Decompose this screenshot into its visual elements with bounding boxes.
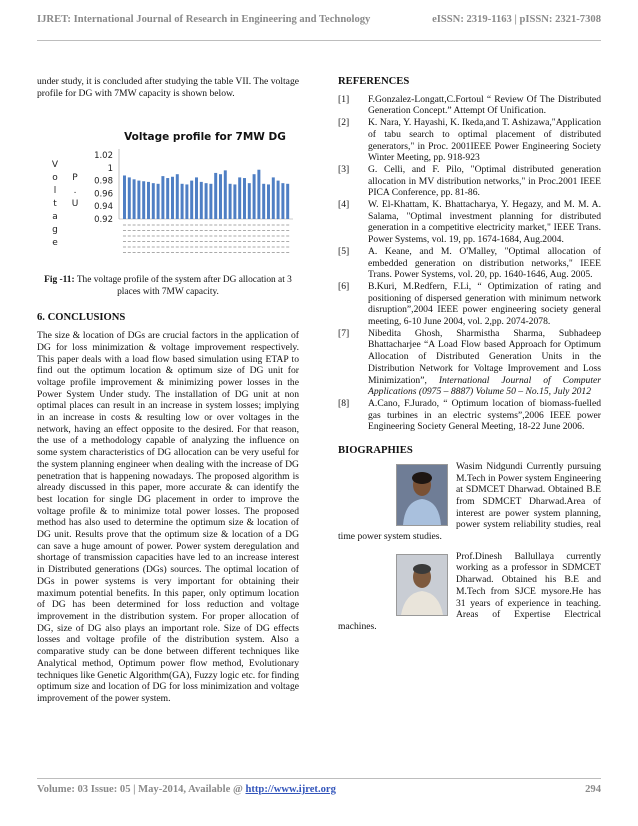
reference-journal: International Journal of Computer Applications (0975 – 8887) Volume 50 – No.15, July 2012 — [368, 374, 601, 398]
chart-bar — [157, 184, 160, 219]
y-tick-label: 0.96 — [94, 189, 113, 200]
author-photo-2 — [396, 554, 448, 616]
intro-paragraph: under study, it is concluded after studying the table VII. The voltage profile for DG with 7MW capacity is shown below. — [37, 76, 299, 99]
author-photo-1 — [396, 464, 448, 526]
reference-item — [338, 281, 601, 328]
reference-item — [338, 398, 601, 433]
y-tick-label: 1 — [107, 164, 113, 175]
chart-bar — [205, 184, 208, 220]
chart-bar — [257, 170, 260, 219]
y-axis-label-char: . — [73, 186, 77, 197]
chart-title: Voltage profile for 7MW DG — [124, 131, 286, 144]
reference-number: [7] — [338, 327, 350, 339]
reference-number: [3] — [338, 163, 350, 175]
reference-number: [1] — [338, 93, 350, 105]
header-divider — [37, 40, 601, 41]
conclusions-heading: 6. CONCLUSIONS — [37, 312, 126, 324]
y-axis-label-char: o — [52, 173, 58, 184]
reference-item — [338, 328, 601, 398]
chart-bar — [200, 182, 203, 219]
reference-text: A. Keane, and M. O'Malley, "Optimal allocation of embedded generation on distribution networks," IEEE Trans. Power Systems, vol. 20, pp. 1640-1646, Aug. 2005. — [368, 245, 601, 281]
chart-bar — [229, 184, 232, 219]
reference-number: [5] — [338, 245, 350, 257]
journal-link[interactable]: http://www.ijret.org — [245, 784, 336, 795]
chart-bar — [181, 184, 184, 219]
reference-item — [338, 94, 601, 117]
y-axis-label-char: g — [52, 225, 58, 236]
chart-bar — [171, 177, 174, 219]
chart-bar — [142, 182, 145, 220]
chart-bar — [233, 185, 236, 220]
figure-caption-text: The voltage profile of the system after DG allocation at 3 places with 7MW capacity. — [76, 275, 292, 297]
reference-text: K. Nara, Y. Hayashi, K. Ikeda,and T. Ashizawa,"Application of tabu search to optimal placement of distributed generators," in Proc. 2001IEEE Power Engineering Society Winter Meeting, pp. 918-923 — [368, 117, 601, 164]
chart-bar — [272, 178, 275, 220]
reference-item — [338, 199, 601, 246]
y-tick-label: 0.94 — [94, 202, 113, 213]
figure-caption-label: Fig -11: — [44, 275, 75, 286]
y-tick-label: 0.98 — [94, 177, 113, 188]
right-column — [338, 76, 601, 633]
y-axis-label-char: t — [53, 199, 57, 210]
biography-2-text: Prof.Dinesh Ballullaya currently working as a professor in SDMCET Dharwad. Obtained his B.E and M.Tech from SJCE mysore.He has 31 years of experience in teaching. Areas of Expertise Electrical machines. — [338, 550, 601, 632]
page-footer — [37, 784, 601, 795]
biography-2 — [338, 551, 601, 633]
volume-info: Volume: 03 Issue: 05 | May-2014, Available @ — [37, 784, 243, 795]
y-axis-label-char: e — [52, 238, 58, 249]
issn-info: eISSN: 2319-1163 | pISSN: 2321-7308 — [432, 14, 601, 25]
reference-text: F.Gonzalez-Longatt,C.Fortoul “ Review Of The Distributed Generation Concept.” Attempt Of Unification. — [368, 93, 601, 117]
chart-bar — [262, 184, 265, 219]
page-header — [37, 14, 601, 30]
reference-text: Nibedita Ghosh, Sharmistha Sharma, Subhadeep Bhattacharjee “A Load Flow based Approach for Optimum Allocation of Distributed Generation Units in the Distribution Network for Voltage Improvement and Loss Minimization”, — [368, 327, 601, 386]
chart-bar — [190, 181, 193, 219]
voltage-profile-chart — [37, 109, 299, 269]
chart-bar — [176, 175, 179, 220]
chart-bar — [128, 178, 131, 220]
chart-bar — [137, 181, 140, 219]
chart-bar — [248, 184, 251, 220]
reference-text: B.Kuri, M.Redfern, F.Li, “ Optimization of rating and positioning of dispersed generation with minimum network disruption”,2004 IEEE power engineering society general meeting, 6-10 June 2004, vol. 2,pp. 2074-2078. — [368, 280, 601, 328]
reference-number: [6] — [338, 280, 350, 292]
chart-bar — [166, 178, 169, 219]
reference-text: W. El-Khattam, K. Bhattacharya, Y. Hegazy, and M. M. A. Salama, "Optimal investment planning for distributed generation in a competitive electricity market," IEEE Trans. Power Systems, vol. 19, pp. 1674-1684, Aug.2004. — [368, 199, 601, 246]
y-axis-label-char: U — [71, 199, 79, 210]
references-list — [338, 94, 601, 433]
y-axis-label-char: P — [72, 173, 78, 184]
chart-bar — [133, 180, 136, 220]
chart-bar — [209, 184, 212, 219]
chart-bar — [281, 184, 284, 220]
chart-bar — [243, 178, 246, 219]
reference-text: A.Cano, F.Jurado, “ Optimum location of biomass-fuelled gas turbines in an electric systems”,2006 IEEE power Engineering Society General Meeting, 18-22 June 2006. — [368, 397, 601, 433]
conclusions-body: The size & location of DGs are crucial factors in the application of DG for loss minimization & voltage improvement respectively. This paper deals with a load flow based simulation using ETAP to find out the optimum location & optimum size of DG unit for voltage profile improvement & minimizing power losses in the Power System Under study. The installation of DG unit at non optimal places can result in an increase in system losses; implying in an increase in costs & resulting low or over voltages in the network, having an effect opposite to the desired. For that reason, the use of a methodology capable of analyzing the influence on some system characteristics of DG allocation can be very useful for the system planning engineer when dealing with the increase of DG penetration that is happening nowadays. The proposed algorithm is already discussed in this paper, more accurate & can identify the best location for single DG placement in order to improve the voltage profile & to minimize total power losses. The proposed method has also used to determine the optimum size & location of DG unit. Results prove that the optimum size & location of a DG can save a huge amount of power. Power system deregulation and shortage of transmission capacities have led to an increase interest in Distributed generations (DGs) sources. The optimal location of DGs in power systems is very important for obtaining their maximum potential benefits. In this paper, only optimum location of DG has been determined for loss reduction and voltage improvement in the distribution system. For proper allocation of DG, size of DG also plays an important role. Size of DG effects losses and voltage profile of the distribution system. Also a comparative study can be done between different techniques like Analytical method, Optimum power flow method, Evolutionary techniques like Genetic Algorithm(GA), Fuzzy logic etc. for finding optimum size and location of DG for loss minimization and voltage improvement of the power system. — [37, 330, 299, 704]
biography-1-text: Wasim Nidgundi Currently pursuing M.Tech in Power system Engineering at SDMCET Dharwad. Obtained B.E from SDMCET Dharwad.Area of interest are power system planning, power system reliability studies, real time power system studies. — [338, 460, 601, 543]
footer-divider — [37, 778, 601, 779]
chart-bar — [195, 178, 198, 220]
chart-bar — [219, 175, 222, 220]
reference-text: G. Celli, and F. Pilo, "Optimal distributed generation allocation in MV distribution networks," in Proc.2001 IEEE PICA Conference, pp. 81-86. — [368, 163, 601, 199]
chart-bar — [185, 185, 188, 220]
reference-number: [2] — [338, 117, 350, 129]
biographies-heading: BIOGRAPHIES — [338, 445, 413, 457]
chart-bar — [253, 175, 256, 220]
y-axis-label-char: l — [53, 186, 57, 197]
reference-item — [338, 246, 601, 281]
chart-bar — [123, 176, 126, 220]
reference-item — [338, 164, 601, 199]
y-tick-label: 1.02 — [94, 151, 113, 162]
reference-number: [8] — [338, 397, 350, 409]
chart-bar — [147, 182, 150, 219]
chart-bar — [214, 173, 217, 219]
figure-caption — [37, 275, 299, 298]
chart-bar — [267, 185, 270, 220]
references-heading: REFERENCES — [338, 76, 410, 87]
chart-bar — [286, 184, 289, 219]
voltage-profile-figure — [37, 109, 299, 269]
reference-number: [4] — [338, 199, 350, 211]
chart-bar — [161, 177, 164, 220]
y-axis-label-char: a — [52, 212, 58, 223]
chart-bar — [152, 184, 155, 220]
left-column — [37, 76, 299, 705]
biography-1 — [338, 461, 601, 543]
reference-item — [338, 117, 601, 164]
page-number: 294 — [585, 784, 601, 795]
y-axis-label-char: V — [51, 160, 59, 171]
journal-title: IJRET: International Journal of Research in Engineering and Technology — [37, 14, 371, 25]
y-tick-label: 0.92 — [94, 215, 113, 226]
chart-bar — [238, 178, 241, 220]
chart-bar — [277, 181, 280, 219]
chart-bar — [224, 171, 227, 220]
